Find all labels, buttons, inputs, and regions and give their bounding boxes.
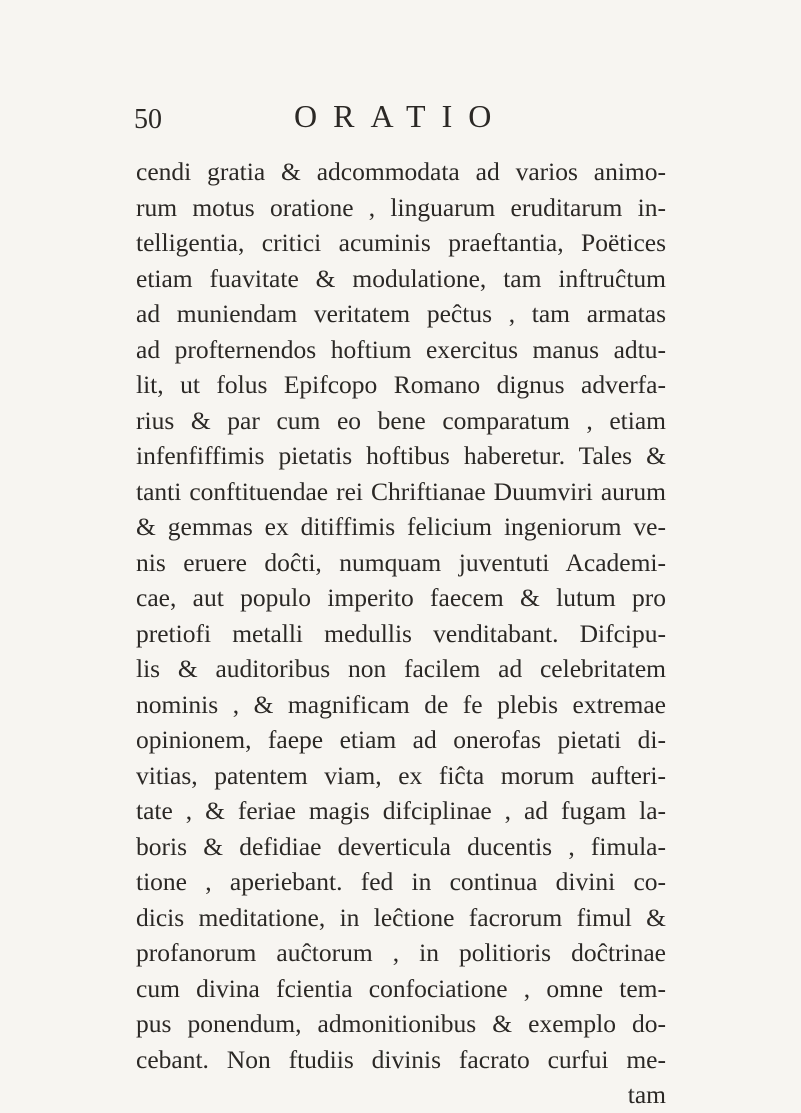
text-line: rum motus oratione , linguarum eruditarum in- [136,192,666,222]
text-line: pretiofi metalli medullis venditabant. Difcipu- [136,618,666,648]
page-number: 50 [134,104,162,135]
catchword: tam [627,1080,666,1109]
text-line: tione , aperiebant. fed in continua divini co- [136,867,666,896]
page-header [134,90,694,140]
text-line: dicis meditatione, in leĉtione facrorum fimul & [136,902,666,932]
text-line: cae, aut populo imperito faecem & lutum pro [136,583,666,612]
text-line: telligentia, critici acuminis praeftantia, Poëtices [136,228,666,257]
text-line: & gemmas ex ditiffimis felicium ingeniorum ve- [136,512,666,541]
text-line: boris & defidiae deverticula ducentis , fimula- [136,831,666,861]
text-line: nominis , & magnificam de fe plebis extremae [136,689,666,719]
text-line: opinionem, faepe etiam ad onerofas pietati di- [136,725,666,754]
text-line: cebant. Non ftudiis divinis facrato curfui me- [136,1044,666,1074]
text-line: tate , & feriae magis difciplinae , ad fugam la- [136,796,666,825]
text-line: cendi gratia & adcommodata ad varios animo- [136,157,666,186]
text-line: lis & auditoribus non facilem ad celebritatem [136,654,666,683]
running-title: ORATIO [294,98,508,134]
text-line: tanti conftituendae rei Chriftianae Duumviri aurum [136,476,666,506]
text-line: infenfiffimis pietatis hoftibus haberetur. Tales & [136,441,666,470]
text-line: lit, ut folus Epifcopo Romano dignus adverfa- [136,370,666,399]
text-line: ad profternendos hoftium exercitus manus adtu- [136,334,666,364]
text-line: profanorum auĉtorum , in politioris doĉtrinae [136,938,666,967]
text-line: etiam fuavitate & modulatione, tam inftruĉtum [136,263,666,293]
text-line: ad muniendam veritatem peĉtus , tam armatas [136,299,666,328]
text-line: pus ponendum, admonitionibus & exemplo do- [136,1009,666,1038]
text-line: cum divina fcientia confociatione , omne tem- [136,973,666,1003]
text-line: vitias, patentem viam, ex fiĉta morum aufteri- [136,760,666,790]
text-line: nis eruere doĉti, numquam juventuti Academi- [136,547,666,577]
text-line: rius & par cum eo bene comparatum , etiam [136,405,666,435]
body-text [136,154,666,1113]
